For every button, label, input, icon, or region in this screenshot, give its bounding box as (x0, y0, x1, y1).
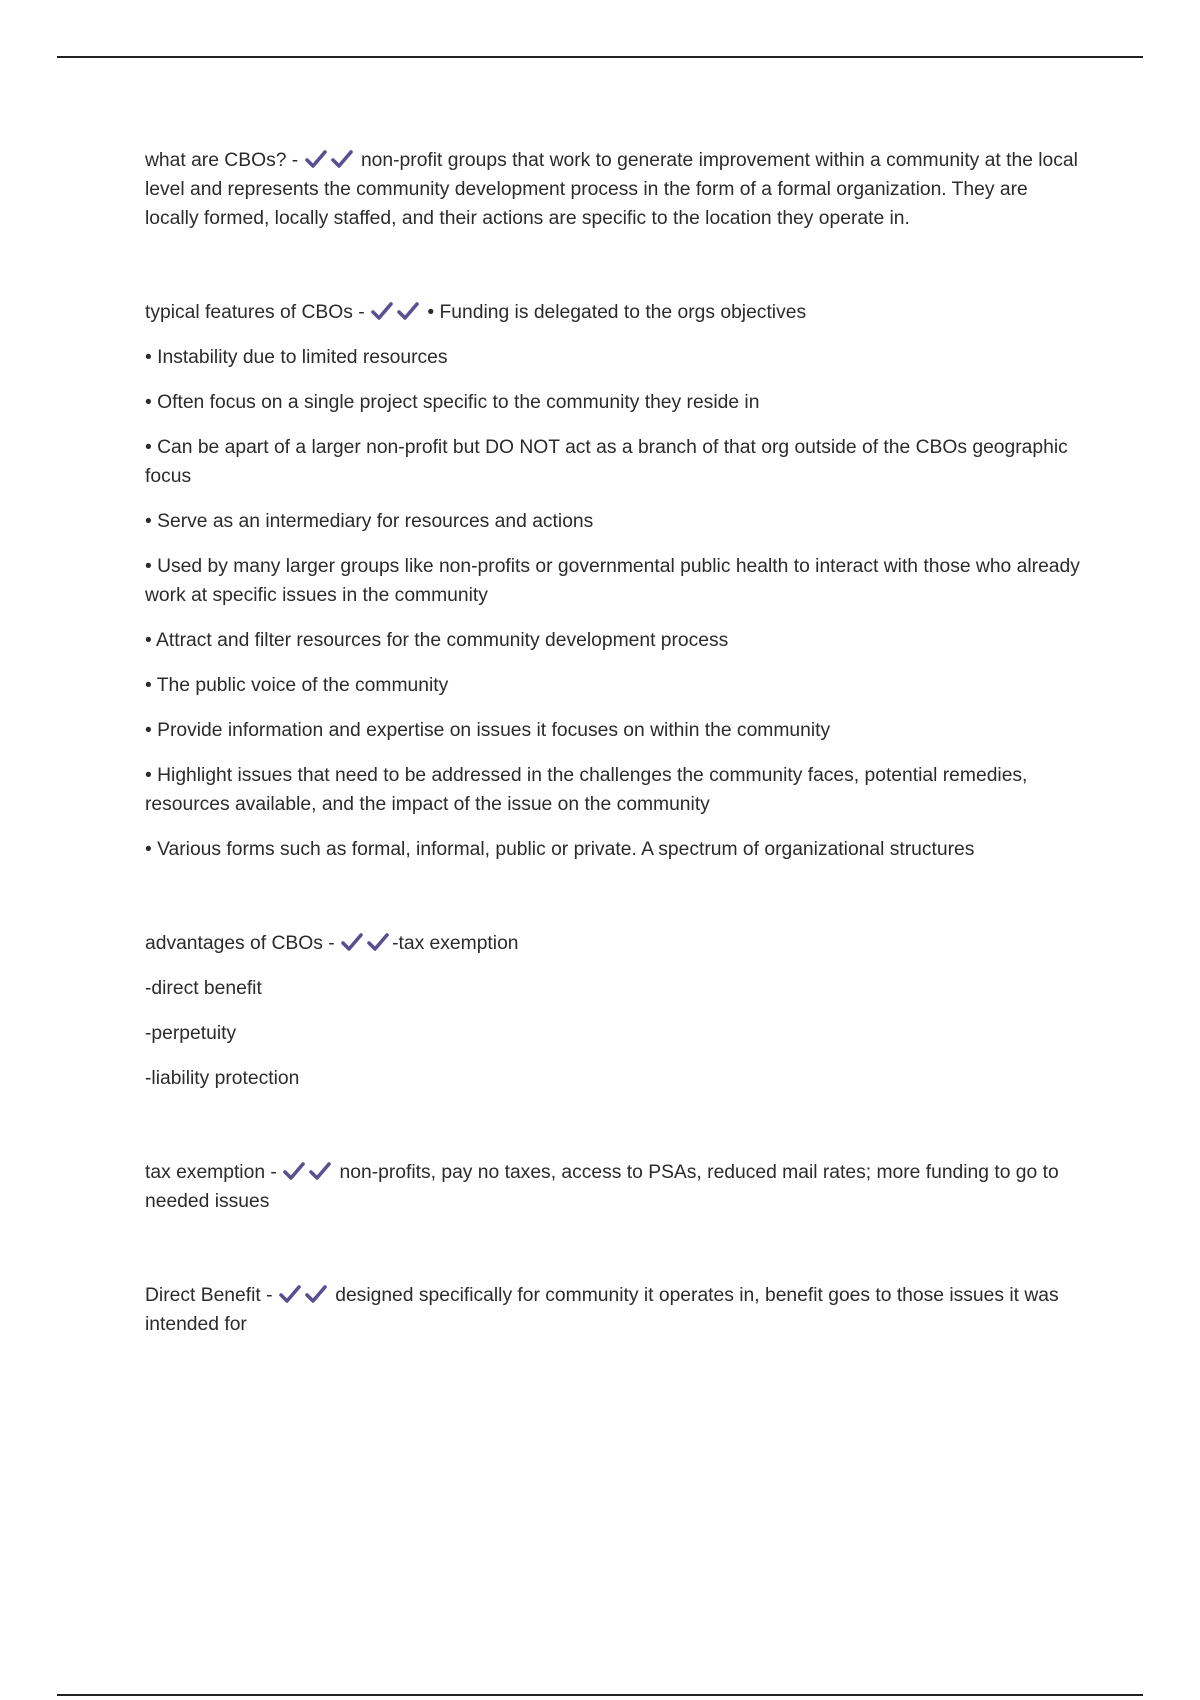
entry-advantages (145, 929, 1085, 1093)
list-item: -liability protection (145, 1068, 300, 1089)
entry-paragraph (145, 1281, 1085, 1339)
entry-term: typical features of CBOs - (145, 302, 365, 323)
entry-paragraph (145, 1158, 1085, 1216)
entry-what-are-cbos (145, 146, 1085, 233)
entry-term: Direct Benefit - (145, 1285, 273, 1306)
entry-paragraph (145, 929, 1085, 958)
check-mark-icon (397, 301, 419, 321)
check-mark-icon (331, 149, 353, 169)
top-rule (57, 56, 1143, 58)
bottom-rule (57, 1694, 1143, 1696)
list-item: • Can be apart of a larger non-profit but DO NOT act as a branch of that org outside of the CBOs geographic focus (145, 437, 1068, 487)
entry-definition: non-profits, pay no taxes, access to PSAs, reduced mail rates; more funding to go to needed issues (145, 1162, 1059, 1212)
entry-term: advantages of CBOs - (145, 933, 335, 954)
entry-tax-exemption (145, 1158, 1085, 1216)
check-mark-icon (309, 1161, 331, 1181)
document-body (145, 146, 1085, 1339)
list-item: • Serve as an intermediary for resources and actions (145, 511, 594, 532)
list-item: • Used by many larger groups like non-profits or governmental public health to interact with those who already work at specific issues in the community (145, 556, 1080, 606)
check-mark-icon (283, 1161, 305, 1181)
entry-definition: non-profit groups that work to generate improvement within a community at the local level and represents the community development process in the form of a formal organization. They are locally formed, locally staffed, and their actions are specific to the location they operate in. (145, 150, 1078, 229)
check-mark-icon (305, 149, 327, 169)
check-mark-icon (367, 932, 389, 952)
list-item: -direct benefit (145, 978, 262, 999)
entry-term: tax exemption - (145, 1162, 277, 1183)
check-mark-icon (341, 932, 363, 952)
entry-typical-features (145, 298, 1085, 864)
list-item: • Various forms such as formal, informal, public or private. A spectrum of organizational structures (145, 839, 975, 860)
entry-definition: • Funding is delegated to the orgs objectives (427, 302, 807, 323)
list-item: • Highlight issues that need to be addressed in the challenges the community faces, potential remedies, resources available, and the impact of the issue on the community (145, 765, 1028, 815)
list-item: • The public voice of the community (145, 675, 449, 696)
entry-definition: -tax exemption (392, 933, 519, 954)
check-mark-icon (279, 1284, 301, 1304)
list-item: • Instability due to limited resources (145, 347, 448, 368)
list-item: • Provide information and expertise on issues it focuses on within the community (145, 720, 831, 741)
check-mark-icon (305, 1284, 327, 1304)
list-item: • Attract and filter resources for the community development process (145, 630, 729, 651)
check-mark-icon (371, 301, 393, 321)
list-item: • Often focus on a single project specific to the community they reside in (145, 392, 760, 413)
entry-definition: designed specifically for community it operates in, benefit goes to those issues it was intended for (145, 1285, 1059, 1335)
entry-paragraph (145, 298, 1085, 327)
list-item: -perpetuity (145, 1023, 237, 1044)
entry-direct-benefit (145, 1281, 1085, 1339)
entry-term: what are CBOs? - (145, 150, 299, 171)
entry-paragraph (145, 146, 1085, 233)
